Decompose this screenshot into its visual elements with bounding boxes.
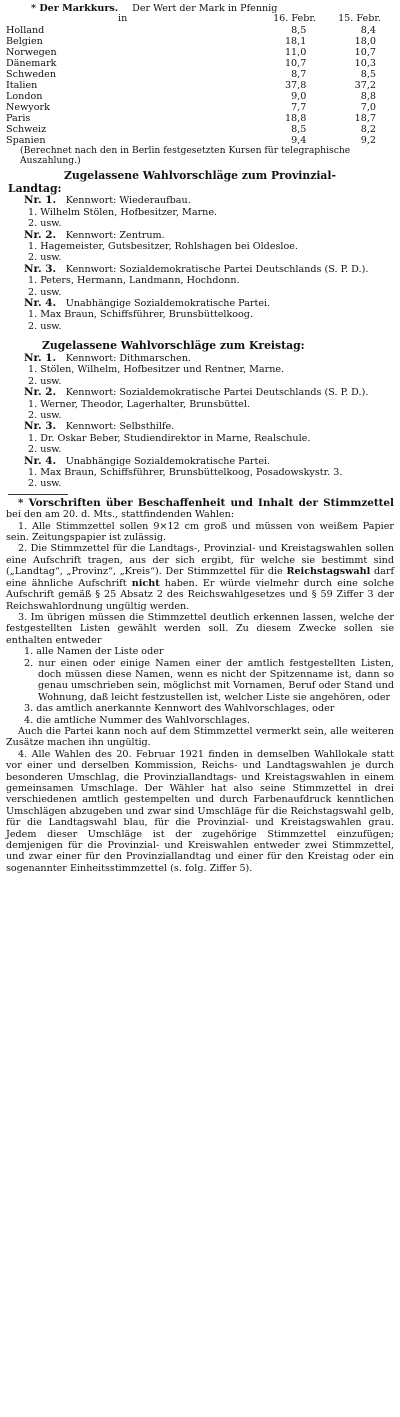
rule-2-text-e: haben. Er würde vielmehr durch eine solche Aufschrift gemäß § 25 Absatz 2 des Reichswahlgesetzes und § 59 Ziffer 3 der Reichswahlordnung ungültig werden.	[6, 577, 395, 612]
kreistag-entry-head	[6, 456, 394, 467]
kreistag-entry-head	[6, 421, 394, 432]
markkurs-country: Newyork	[6, 101, 50, 113]
provinz-title-line1: Zugelassene Wahlvorschläge zum Provinzial-	[63, 168, 337, 182]
entry-kennwort: Kennwort: Sozialdemokratische Partei Deutschlands (S. P. D.).	[65, 387, 369, 399]
markkurs-subtitle: Der Wert der Mark in Pfennig	[132, 3, 278, 14]
markkurs-header	[6, 3, 394, 14]
rule-3-item: 4. die amtliche Nummer des Wahlvorschlages.	[24, 714, 250, 726]
markkurs-column-headers	[6, 14, 394, 25]
entry-kennwort: Kennwort: Sozialdemokratische Partei Deutschlands (S. P. D.).	[65, 263, 369, 275]
markkurs-col1-header: 16. Febr.	[273, 13, 316, 25]
provinz-title-line2: Landtag:	[8, 181, 62, 195]
kreistag-entry	[6, 421, 394, 455]
markkurs-value-15-febr: 8,2	[360, 123, 376, 135]
markkurs-value-16-febr: 10,7	[284, 57, 307, 69]
entry-number: Nr. 3.	[24, 420, 57, 433]
entry-line: 2. usw.	[28, 320, 62, 332]
markkurs-value-16-febr: 8,7	[291, 68, 307, 80]
provinz-entry-head	[6, 230, 394, 241]
markkurs-row	[6, 69, 394, 80]
rule-2-reichstagswahl: Reichstagswahl	[286, 566, 371, 578]
vorschriften-title: * Vorschriften über Beschaffenheit und Inhalt der Stimmzettel	[18, 496, 394, 509]
section-divider	[8, 494, 68, 495]
markkurs-value-15-febr: 8,8	[360, 90, 376, 102]
markkurs-country: Spanien	[6, 134, 46, 146]
markkurs-note: (Berechnet nach den in Berlin festgesetzten Kursen für telegraphische Auszahlung.)	[20, 144, 351, 167]
markkurs-country: Norwegen	[6, 46, 57, 58]
provinz-title	[6, 170, 394, 196]
provinz-entry-head	[6, 264, 394, 275]
markkurs-value-16-febr: 18,1	[284, 35, 307, 47]
provinz-entry	[6, 230, 394, 264]
markkurs-country: Belgien	[6, 35, 43, 47]
entry-line: 1. Werner, Theodor, Lagerhalter, Brunsbüttel.	[28, 398, 250, 410]
markkurs-value-15-febr: 18,0	[354, 35, 376, 47]
entry-line: 2. usw.	[28, 410, 62, 422]
markkurs-country: Italien	[6, 79, 38, 91]
kreistag-title: Zugelassene Wahlvorschläge zum Kreistag:	[42, 339, 305, 353]
markkurs-value-15-febr: 10,7	[354, 46, 376, 58]
markkurs-value-16-febr: 7,7	[291, 101, 307, 113]
markkurs-row	[6, 47, 394, 58]
entry-line: 1. Peters, Hermann, Landmann, Hochdonn.	[28, 275, 240, 287]
markkurs-row	[6, 58, 394, 69]
entry-line: 2. usw.	[28, 252, 62, 264]
rule-1: 1. Alle Stimmzettel sollen 9×12 cm groß und müssen von weißem Papier sein. Zeitungspapier ist zulässig.	[6, 520, 394, 544]
markkurs-row	[6, 36, 394, 47]
markkurs-value-15-febr: 10,3	[354, 57, 376, 69]
markkurs-value-16-febr: 11,0	[284, 46, 307, 58]
entry-line: 2. usw.	[28, 478, 62, 490]
markkurs-value-16-febr: 8,5	[291, 24, 307, 36]
entry-line: 1. Wilhelm Stölen, Hofbesitzer, Marne.	[28, 206, 218, 218]
entry-line: 2. usw.	[28, 286, 62, 298]
entry-kennwort: Kennwort: Wiederaufbau.	[65, 195, 191, 207]
markkurs-country: London	[6, 90, 43, 102]
entry-kennwort: Kennwort: Zentrum.	[65, 229, 165, 241]
rule-3-list	[6, 646, 394, 726]
markkurs-country: Schweiz	[6, 123, 47, 135]
entry-line: 1. Max Braun, Schiffsführer, Brunsbüttelkoog, Posadowskystr. 3.	[28, 467, 343, 479]
markkurs-value-16-febr: 8,5	[291, 123, 307, 135]
entry-line: 1. Max Braun, Schiffsführer, Brunsbüttelkoog.	[28, 309, 254, 321]
entry-number: Nr. 4.	[24, 454, 57, 467]
entry-kennwort: Unabhängige Sozialdemokratische Partei.	[65, 297, 271, 309]
markkurs-row	[6, 25, 394, 36]
markkurs-value-16-febr: 37,8	[284, 79, 307, 91]
provinz-entry	[6, 195, 394, 229]
markkurs-value-16-febr: 18,8	[284, 112, 307, 124]
entry-number: Nr. 1.	[24, 194, 57, 207]
markkurs-country: Schweden	[6, 68, 57, 80]
markkurs-value-16-febr: 9,4	[291, 134, 307, 146]
markkurs-value-15-febr: 8,4	[360, 24, 376, 36]
entry-number: Nr. 2.	[24, 386, 57, 399]
entry-number: Nr. 4.	[24, 296, 57, 309]
rule-3-end: Auch die Partei kann noch auf dem Stimmzettel vermerkt sein, alle weiteren Zusätze machen ihn ungültig.	[6, 725, 394, 749]
provinz-entry	[6, 264, 394, 298]
markkurs-country: Paris	[6, 112, 31, 124]
kreistag-entries	[6, 353, 394, 490]
provinz-entries	[6, 195, 394, 332]
entry-line: 2. usw.	[28, 444, 62, 456]
entry-number: Nr. 1.	[24, 351, 57, 364]
entry-kennwort: Kennwort: Selbsthilfe.	[65, 421, 175, 433]
markkurs-value-15-febr: 7,0	[360, 101, 376, 113]
kreistag-entry-head	[6, 387, 394, 398]
markkurs-row	[6, 124, 394, 135]
markkurs-title: * Der Markkurs.	[31, 3, 119, 14]
vorschriften-heading	[6, 498, 394, 521]
markkurs-row	[6, 102, 394, 113]
rule-3-item: 2. nur einen oder einige Namen einer der amtlich festgestellten Listen, doch müssen diese Namen, wenn es nicht der Spitzenname ist, dann so genau umschrieben sein, möglichst mit Vornamen, Beruf oder Stand und Wohnung, daß leicht festzustellen ist, welcher Liste sie angehören, oder	[24, 657, 394, 703]
kreistag-entry-head	[6, 353, 394, 364]
markkurs-col2-header: 15. Febr.	[338, 13, 381, 25]
vorschriften-title-rest: bei den am 20. d. Mts., stattfindenden Wahlen:	[6, 509, 235, 521]
entry-kennwort: Kennwort: Dithmarschen.	[65, 352, 191, 364]
markkurs-value-15-febr: 9,2	[360, 134, 376, 146]
provinz-entry-head	[6, 195, 394, 206]
markkurs-country: Holland	[6, 24, 45, 36]
markkurs-value-15-febr: 37,2	[354, 79, 376, 91]
rule-2	[6, 543, 394, 611]
entry-line: 2. usw.	[28, 375, 62, 387]
markkurs-country: Dänemark	[6, 57, 57, 69]
markkurs-row	[6, 80, 394, 91]
entry-line: 1. Hagemeister, Gutsbesitzer, Rohlshagen bei Oldesloe.	[28, 240, 298, 252]
entry-line: 1. Stölen, Wilhelm, Hofbesitzer und Rentner, Marne.	[28, 364, 285, 376]
rule-3-item: 3. das amtlich anerkannte Kennwort des Wahlvorschlages, oder	[24, 703, 335, 715]
markkurs-row	[6, 91, 394, 102]
rule-2-text-c: darf eine ähnliche Aufschrift	[6, 566, 394, 589]
rule-2-nicht: nicht	[131, 577, 160, 589]
entry-number: Nr. 3.	[24, 262, 57, 275]
kreistag-entry	[6, 456, 394, 490]
rule-4: 4. Alle Wahlen des 20. Februar 1921 finden in demselben Wahllokale statt vor einer und derselben Kommission, Reichs- und Landtagswahlen je durch besonderen Umschlag, die Provinziallandtags- und Kreistagswahlen in einem gemeinsamen Umschlage. Der Wähler hat also seine Stimmzettel in drei verschiedenen amtlich gestempelten und durch Farbenaufdruck kenntlichen Umschlägen abzugeben und zwar sind Umschläge für die Reichstagswahl gelb, für die Landtagswahl blau, für die Provinzial- und Kreistagswahlen grau. Jedem dieser Umschläge ist der zugehörige Stimmzettel einzufügen; demjenigen für die Provinzial- und Kreiswahlen entweder zwei Stimmzettel, und zwar einer für den Provinziallandtag und einer für den Kreistag oder ein sogenannter Einheitsstimmzettel (s. folg. Ziffer 5).	[6, 748, 394, 874]
kreistag-entry	[6, 353, 394, 387]
markkurs-table	[6, 25, 394, 146]
provinz-entry	[6, 298, 394, 332]
entry-line: 2. usw.	[28, 218, 62, 230]
entry-number: Nr. 2.	[24, 228, 57, 241]
kreistag-entry	[6, 387, 394, 421]
rule-3: 3. Im übrigen müssen die Stimmzettel deutlich erkennen lassen, welche der festgestellten Listen gewählt werden soll. Zu diesem Zwecke sollen sie enthalten entweder	[6, 611, 394, 646]
markkurs-row	[6, 113, 394, 124]
provinz-entry-head	[6, 298, 394, 309]
markkurs-value-16-febr: 9,0	[291, 90, 307, 102]
entry-line: 1. Dr. Oskar Beber, Studiendirektor in Marne, Realschule.	[28, 432, 311, 444]
rule-3-item: 1. alle Namen der Liste oder	[24, 646, 164, 658]
entry-kennwort: Unabhängige Sozialdemokratische Partei.	[65, 455, 271, 467]
markkurs-value-15-febr: 18,7	[354, 112, 376, 124]
markkurs-in-label: in	[118, 13, 128, 25]
rule-2-text-a: 2. Die Stimmzettel für die Landtags-, Provinzial- und Kreistagswahlen sollen eine Aufschrift tragen, aus der sich ergibt, für welche sie bestimmt sind („Landtag“, „Provinz“, „Kreis“). Der Stimmzettel für die	[6, 543, 394, 578]
markkurs-value-15-febr: 8,5	[360, 68, 376, 80]
